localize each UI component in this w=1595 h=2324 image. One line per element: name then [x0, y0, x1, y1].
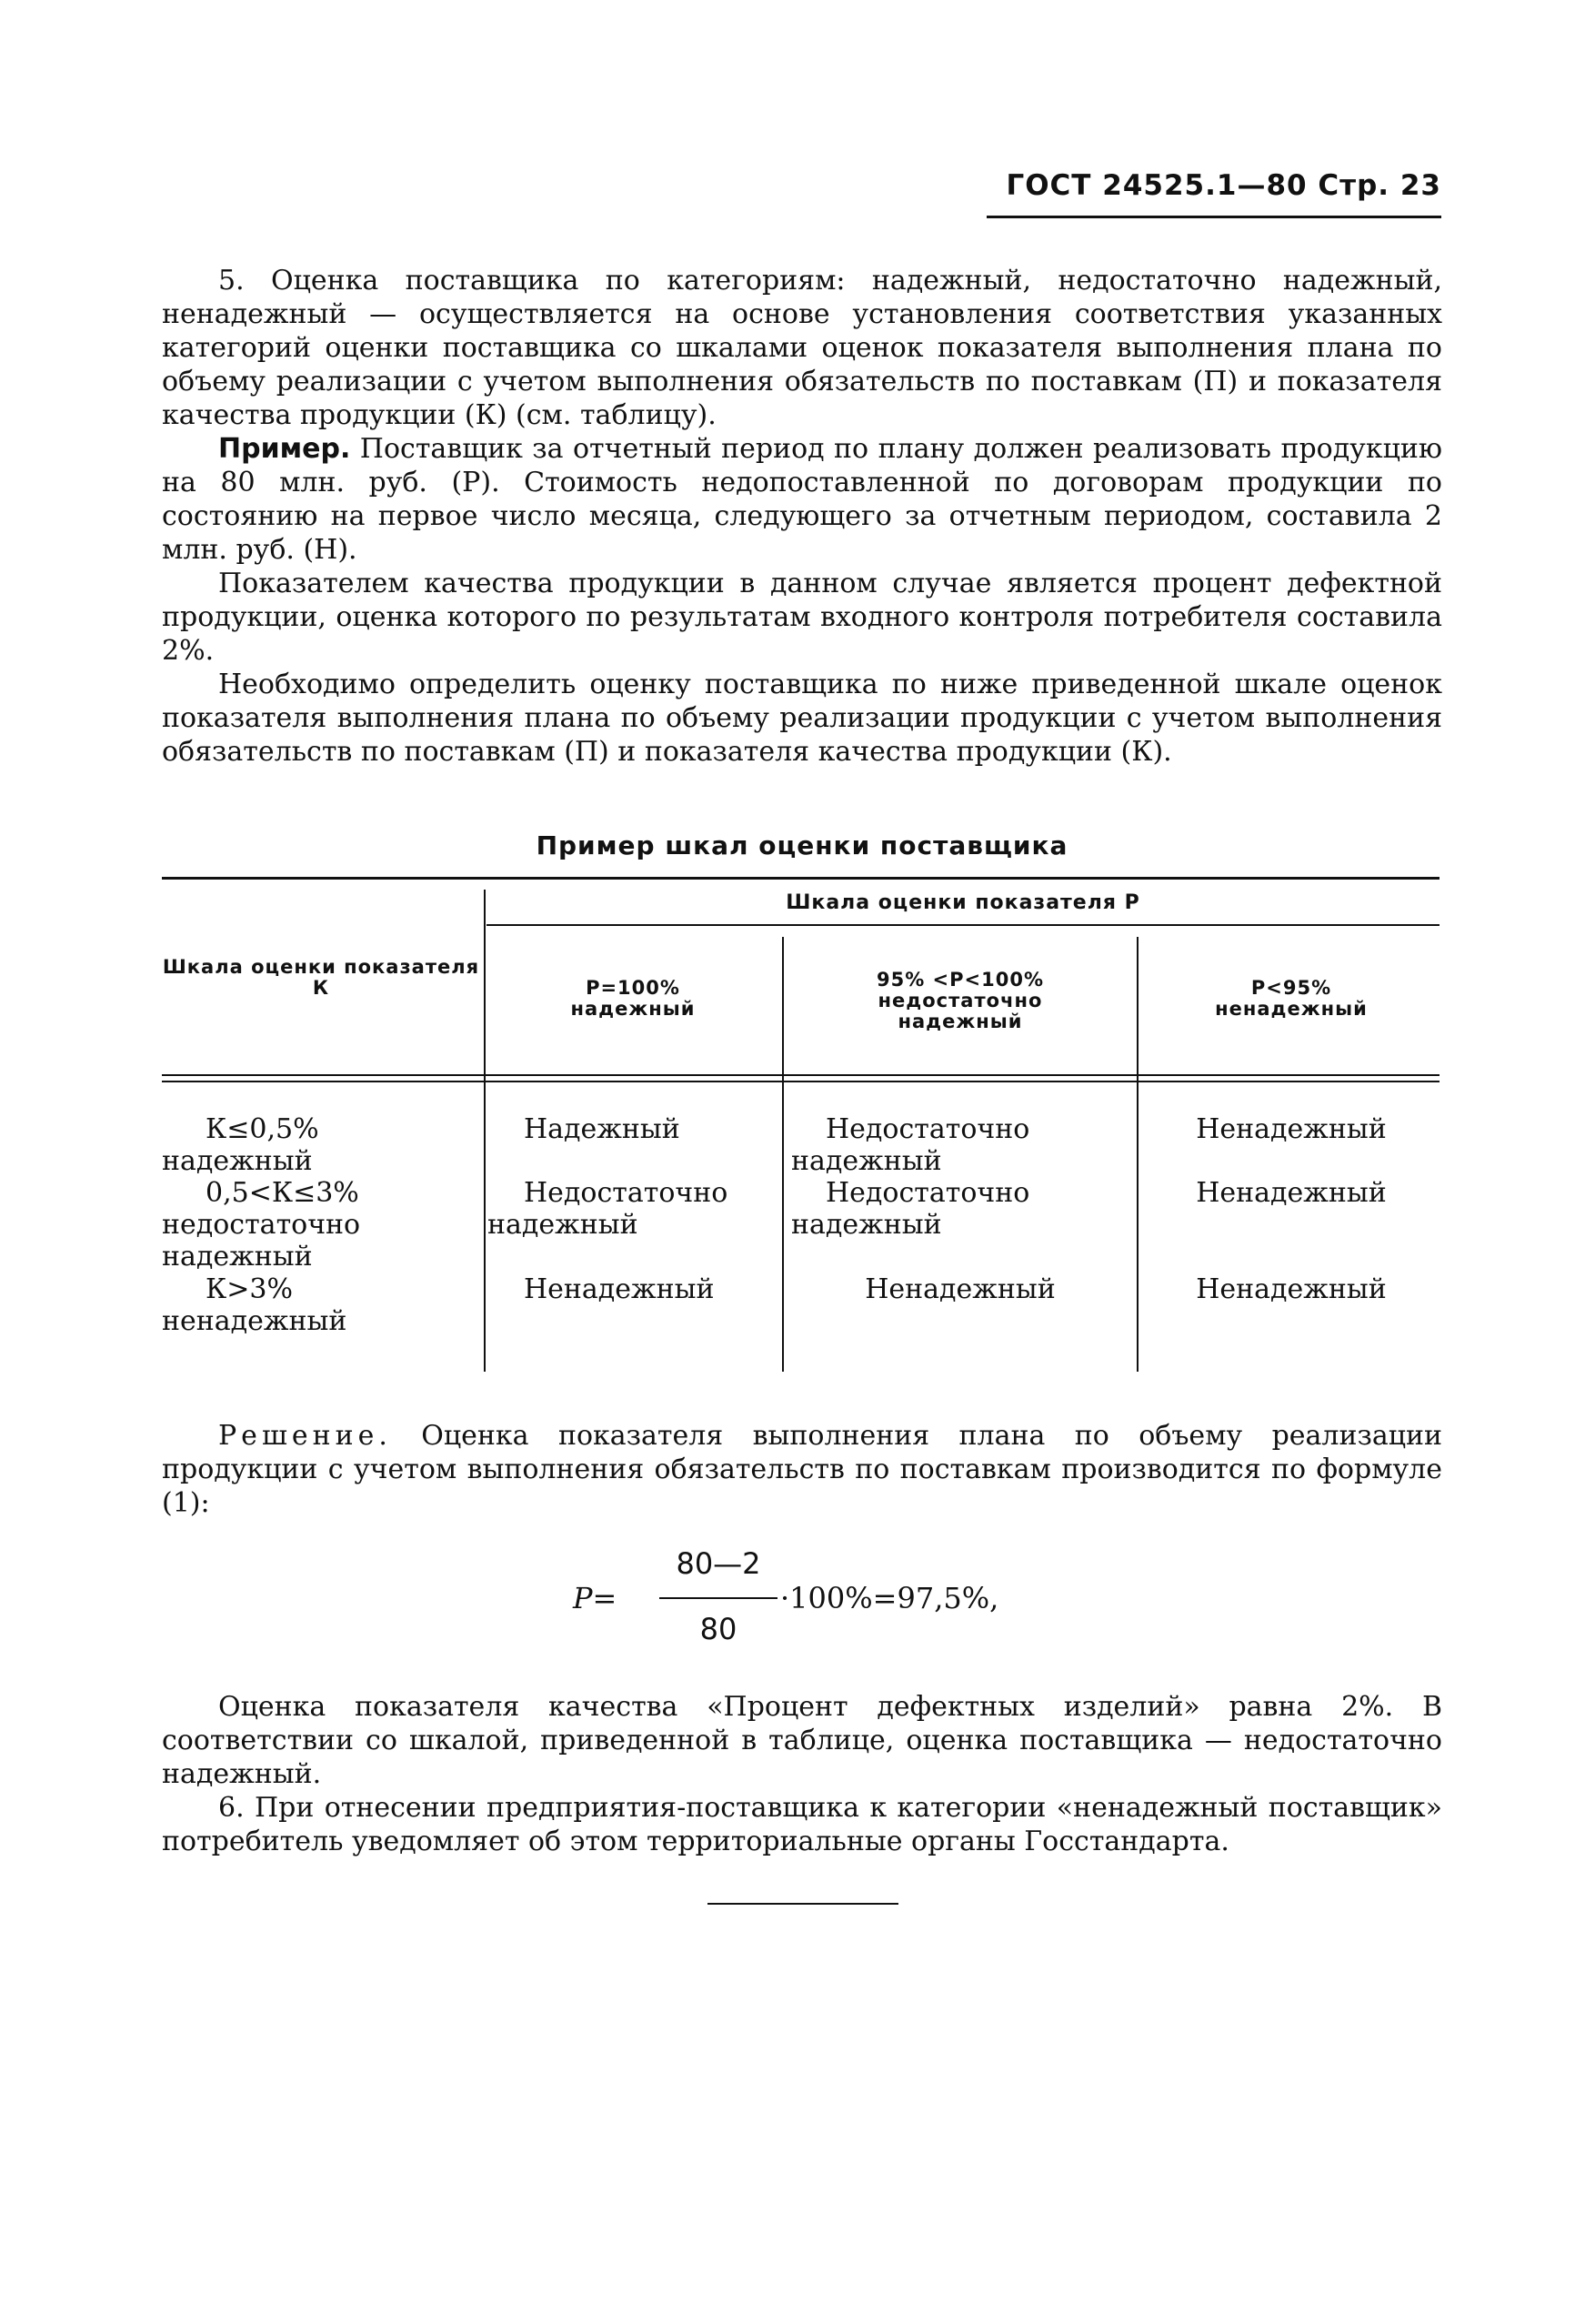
closing-text — [162, 1690, 1442, 1858]
formula-fraction-bar — [659, 1597, 777, 1599]
solution-text — [162, 1419, 1442, 1520]
row-1-cell-1: Надежный — [524, 1113, 680, 1145]
formula-lhs: Р= — [573, 1581, 617, 1615]
header-bottom-rule-2 — [162, 1081, 1440, 1082]
formula-p — [573, 1546, 1082, 1655]
example-lead: Пример. — [218, 433, 351, 465]
formula-denominator: 80 — [699, 1612, 737, 1646]
col-header-1 — [491, 978, 775, 1020]
intro-text — [162, 264, 1442, 769]
col-header-3-label: ненадежный — [1215, 998, 1368, 1020]
row-3-cell-2: Ненадежный — [865, 1273, 1056, 1305]
col-header-1-range: Р=100% — [586, 977, 680, 999]
example-paragraph — [162, 432, 1442, 567]
formula-rhs: ·100%=97,5%, — [780, 1581, 999, 1615]
need-paragraph: Необходимо определить оценку поставщика по ниже приведенной шкале оценок показателя выполнения плана по объему реализации продукции с учетом выполнения обязательств по поставкам (П) и показателя качества продукции (К). — [162, 669, 1442, 768]
row-3-k: К>3% ненадежный — [162, 1273, 347, 1337]
col-header-3-range: Р<95% — [1250, 977, 1332, 999]
col-header-1-label: надежный — [570, 998, 696, 1020]
solution-body: Оценка показателя выполнения плана по объему реализации продукции с учетом выполнения обязательств по поставкам производится по формуле (1): — [162, 1420, 1442, 1519]
header-bottom-rule-1 — [162, 1074, 1440, 1076]
paragraph-6: 6. При отнесении предприятия-поставщика к категории «ненадежный поставщик» потребитель уведомляет об этом территориальные органы Госстандарта. — [162, 1792, 1442, 1857]
row-1-cell-3: Ненадежный — [1196, 1113, 1387, 1145]
row-2-cell-3: Ненадежный — [1196, 1177, 1387, 1209]
group-header-rule — [487, 924, 1440, 926]
table-vline-2 — [782, 937, 784, 1372]
row-1-k: К≤0,5% надежный — [162, 1113, 319, 1177]
formula-numerator: 80—2 — [676, 1546, 761, 1581]
row-header: Шкала оценки показателя К — [162, 956, 480, 999]
row-3-cell-3: Ненадежный — [1196, 1273, 1387, 1305]
row-2-cell-2: Недостаточно надежный — [791, 1177, 1030, 1241]
table-top-rule — [162, 877, 1440, 880]
quality-paragraph: Показателем качества продукции в данном случае является процент дефектной продукции, оценка которого по результатам входного контроля потребителя составила 2%. — [162, 568, 1442, 667]
row-2-k: 0,5<К≤3% недостаточно надежный — [162, 1177, 361, 1273]
example-text: Поставщик за отчетный период по плану должен реализовать продукцию на 80 млн. руб. (Р). Стоимость недопоставленной по договорам продукции по состоянию на первое число месяца, следующего за отчетным периодом, составила 2 млн. руб. (Н). — [162, 433, 1442, 566]
col-header-2-label: недостаточно надежный — [878, 990, 1043, 1032]
page-header: ГОСТ 24525.1—80 Стр. 23 — [1006, 169, 1441, 202]
col-header-2-range: 95% <Р<100% — [876, 969, 1045, 991]
table-vline-3 — [1137, 937, 1139, 1372]
solution-lead: Решение. — [218, 1420, 392, 1452]
solution-paragraph — [162, 1419, 1442, 1520]
table-vline-1 — [484, 890, 486, 1372]
row-1-cell-2: Недостаточно надежный — [791, 1113, 1030, 1177]
col-header-3 — [1146, 978, 1437, 1020]
row-3-cell-1: Ненадежный — [524, 1273, 715, 1305]
assessment-paragraph: Оценка показателя качества «Процент дефектных изделий» равна 2%. В соответствии со шкалой, приведенной в таблице, оценка поставщика — недостаточно надежный. — [162, 1691, 1442, 1790]
col-header-2 — [791, 970, 1129, 1032]
end-rule — [707, 1903, 898, 1905]
paragraph-5: 5. Оценка поставщика по категориям: надежный, недостаточно надежный, ненадежный — осуществляется на основе установления соответствия указанных категорий оценки поставщика со шкалами оценок показателя выполнения плана по объему реализации с учетом выполнения обязательств по поставкам (П) и показателя качества продукции (К) (см. таблицу). — [162, 265, 1442, 431]
group-header: Шкала оценки показателя Р — [786, 891, 1140, 914]
table-caption: Пример шкал оценки поставщика — [536, 830, 1068, 860]
row-2-cell-1: Недостаточно надежный — [487, 1177, 728, 1241]
header-rule — [987, 216, 1441, 218]
